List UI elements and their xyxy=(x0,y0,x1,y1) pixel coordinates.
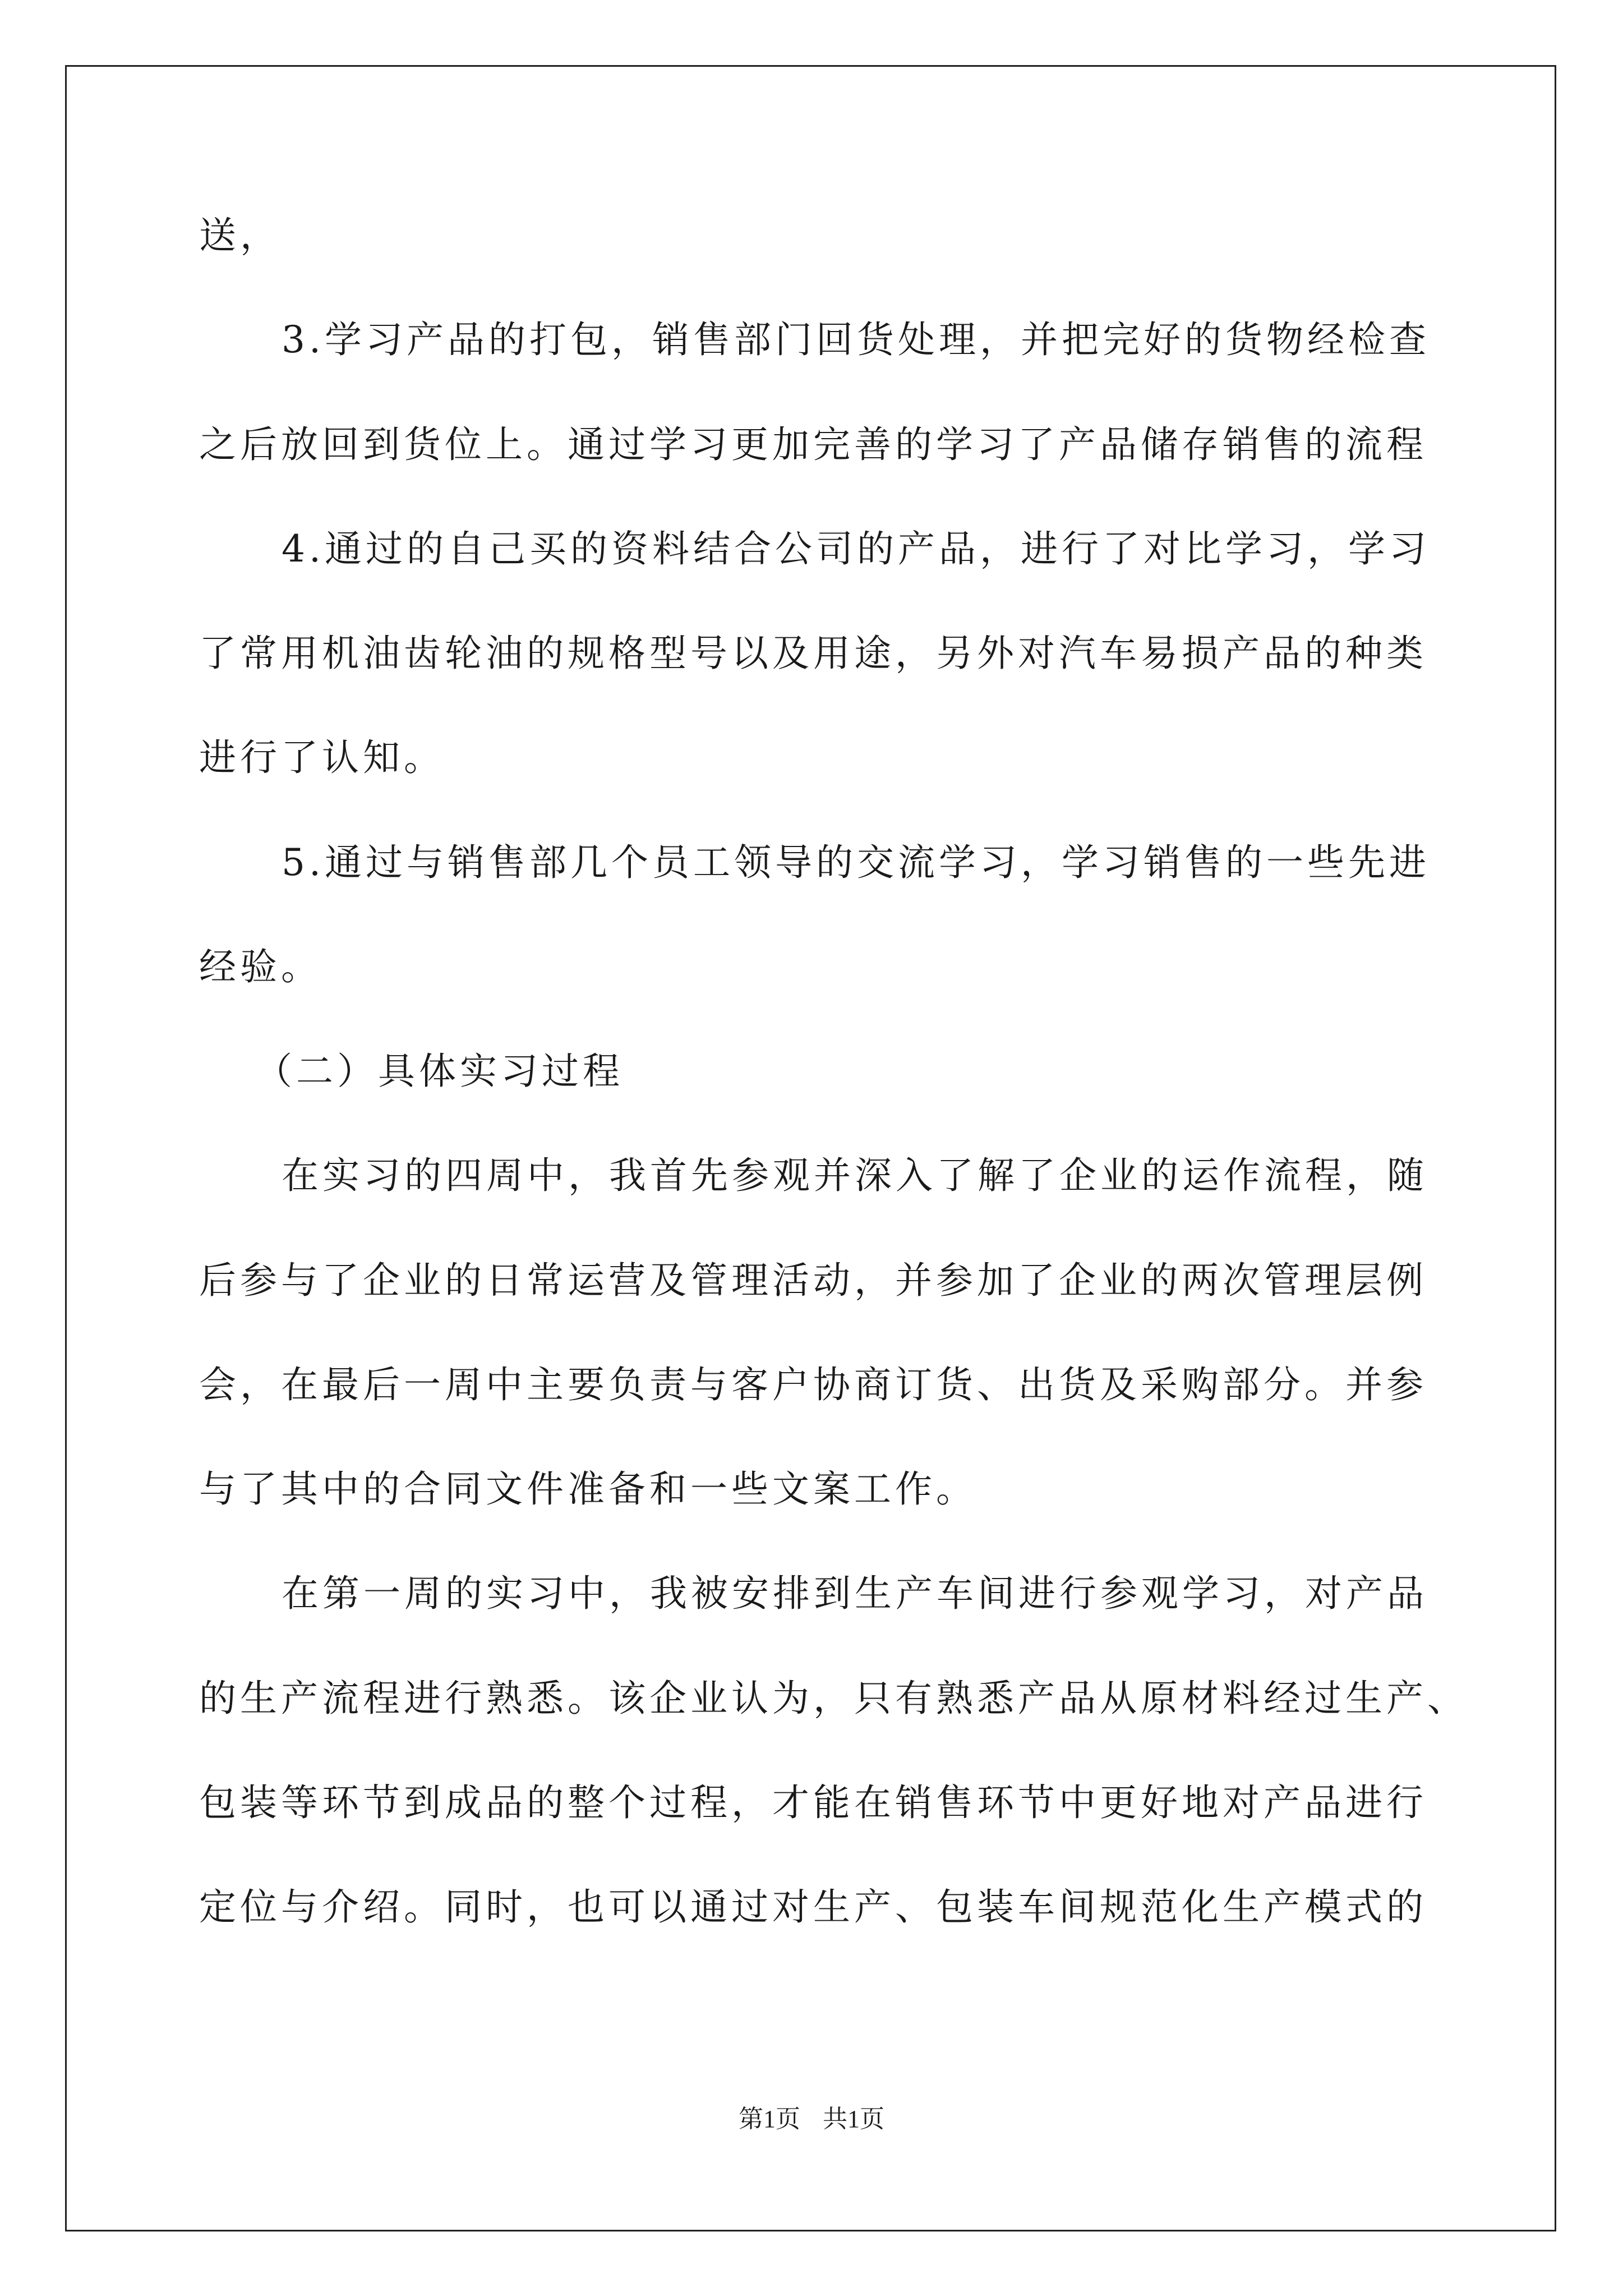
text-line: 包装等环节到成品的整个过程，才能在销售环节中更好地对产品进行 xyxy=(199,1781,1427,1824)
text-line: 4.通过的自己买的资料结合公司的产品，进行了对比学习，学习 xyxy=(282,527,1430,570)
text-line: 与了其中的合同文件准备和一些文案工作。 xyxy=(199,1467,977,1511)
text-line: 了常用机油齿轮油的规格型号以及用途，另外对汽车易损产品的种类 xyxy=(199,632,1427,675)
page-footer xyxy=(0,2102,1623,2136)
page-total: 共1页 xyxy=(823,2105,884,2133)
text-line: 在第一周的实习中，我被安排到生产车间进行参观学习，对产品 xyxy=(282,1572,1428,1615)
text-line: 送， xyxy=(199,214,281,257)
text-line: 经验。 xyxy=(199,945,322,988)
text-line: 之后放回到货位上。通过学习更加完善的学习了产品储存销售的流程 xyxy=(199,423,1427,466)
text-line: 会，在最后一周中主要负责与客户协商订货、出货及采购部分。并参 xyxy=(199,1363,1427,1406)
text-line: 进行了认知。 xyxy=(199,736,445,779)
page-number: 第1页 xyxy=(739,2105,800,2133)
section-heading: （二）具体实习过程 xyxy=(255,1050,624,1093)
text-line: 后参与了企业的日常运营及管理活动，并参加了企业的两次管理层例 xyxy=(199,1259,1427,1302)
text-line: 5.通过与销售部几个员工领导的交流学习，学习销售的一些先进 xyxy=(282,841,1430,884)
text-line: 定位与介绍。同时，也可以通过对生产、包装车间规范化生产模式的 xyxy=(199,1885,1427,1929)
text-line: 的生产流程进行熟悉。该企业认为，只有熟悉产品从原材料经过生产、 xyxy=(199,1677,1468,1720)
text-line: 3.学习产品的打包，销售部门回货处理，并把完好的货物经检查 xyxy=(282,318,1430,361)
text-line: 在实习的四周中，我首先参观并深入了解了企业的运作流程，随 xyxy=(282,1154,1428,1197)
